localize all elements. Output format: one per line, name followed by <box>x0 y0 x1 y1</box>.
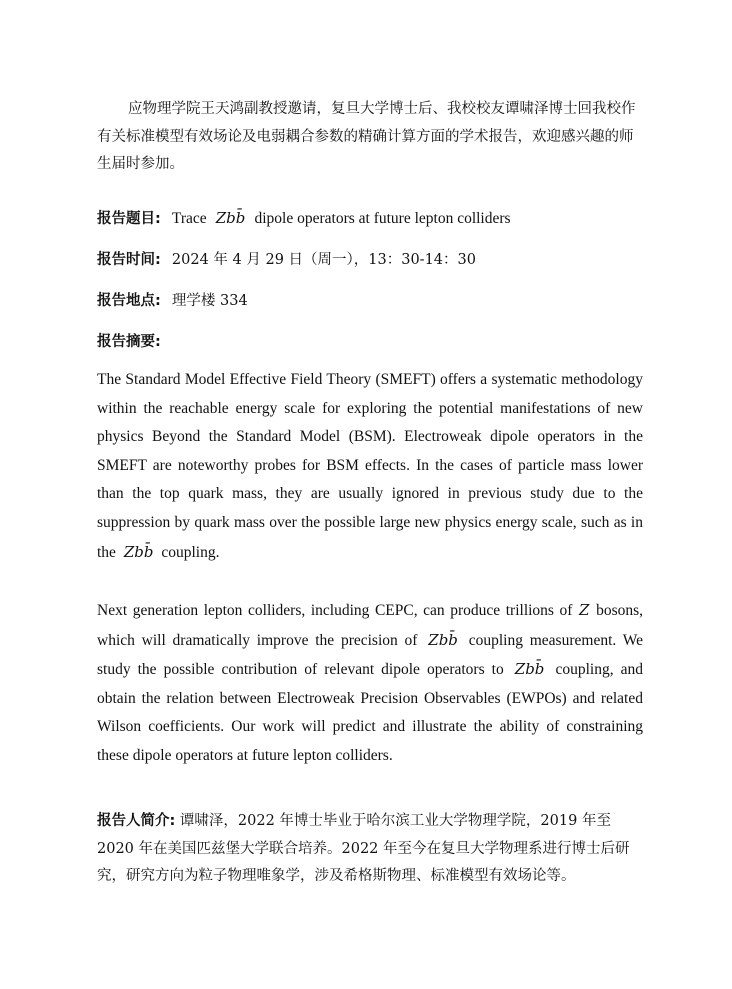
abstract-p2-t3: coupling measurement. We study the possible contribution of relevant dipole operators to <box>97 631 644 679</box>
abstract-label: 报告摘要 <box>97 334 155 350</box>
speaker-bio-colon: : <box>169 813 176 829</box>
abstract-p1-end: coupling. <box>161 543 220 561</box>
speaker-bio-paragraph <box>97 808 643 891</box>
talk-place-colon: : <box>155 293 161 309</box>
intro-paragraph: 应物理学院王天鸿副教授邀请，复旦大学博士后、我校校友谭啸泽博士回我校作有关标准模型有效场论及电弱耦合参数的精确计算方面的学术报告，欢迎感兴趣的师生届时参加。 <box>97 101 636 172</box>
talk-time-value: 2024 年 4 月 29 日（周一），13：30-14：30 <box>171 252 476 268</box>
abstract-p2-t1: Next generation lepton colliders, including CEPC, can produce trillions of <box>97 602 573 619</box>
abstract-paragraph-2 <box>97 596 643 771</box>
abstract-colon: : <box>155 334 161 350</box>
talk-time-colon: : <box>155 252 161 268</box>
talk-title-label: 报告题目 <box>97 211 155 227</box>
talk-title-row <box>97 206 643 231</box>
abstract-p1-math: Zbb̄ <box>123 542 154 561</box>
abstract-p2-t4: coupling, and obtain the relation between Electroweak Precision Observables (EWPOs) and related Wilson coefficients. Our work will predict and illustrate the ability of constraining these dipole operators at future lepton colliders. <box>97 661 644 764</box>
abstract-heading <box>97 329 643 354</box>
talk-title-post: dipole operators at future lepton colliders <box>254 210 511 227</box>
abstract-p2-t2: bosons, which will dramatically improve the precision of <box>97 602 644 649</box>
speaker-bio-text: 谭啸泽，2022 年博士毕业于哈尔滨工业大学物理学院，2019 年至 2020 年在美国匹兹堡大学联合培养。2022 年至今在复旦大学物理系进行博士后研究，研究方向为粒子物理唯象学，涉及希格斯物理、标准模型有效场论等。 <box>97 813 630 884</box>
abstract-p2-z: Z <box>579 601 590 619</box>
talk-title-colon: : <box>155 211 161 227</box>
talk-place-value: 理学楼 334 <box>171 293 248 309</box>
abstract-p2-math-1: Zbb̄ <box>428 630 458 649</box>
talk-time-row <box>97 247 643 275</box>
talk-time-label: 报告时间 <box>97 252 155 268</box>
abstract-p2-math-2: Zbb̄ <box>514 660 545 679</box>
talk-place-label: 报告地点 <box>97 293 155 309</box>
talk-place-row <box>97 288 643 316</box>
talk-title-math: Zbb̄ <box>215 209 246 227</box>
abstract-paragraph-1 <box>97 366 643 567</box>
speaker-bio-label: 报告人简介 <box>97 813 170 829</box>
abstract-p1-text: The Standard Model Effective Field Theory (SMEFT) offers a systematic methodology within the reachable energy scale for exploring the potential manifestations of new physics Beyond the Standard Model (BSM). Electroweak dipole operators in the SMEFT are noteworthy probes for BSM effects. In the cases of particle mass lower than the top quark mass, they are usually ignored in previous study due to the suppression by quark mass over the possible large new physics energy scale, such as in the <box>97 371 643 561</box>
talk-title-pre: Trace <box>171 210 207 227</box>
